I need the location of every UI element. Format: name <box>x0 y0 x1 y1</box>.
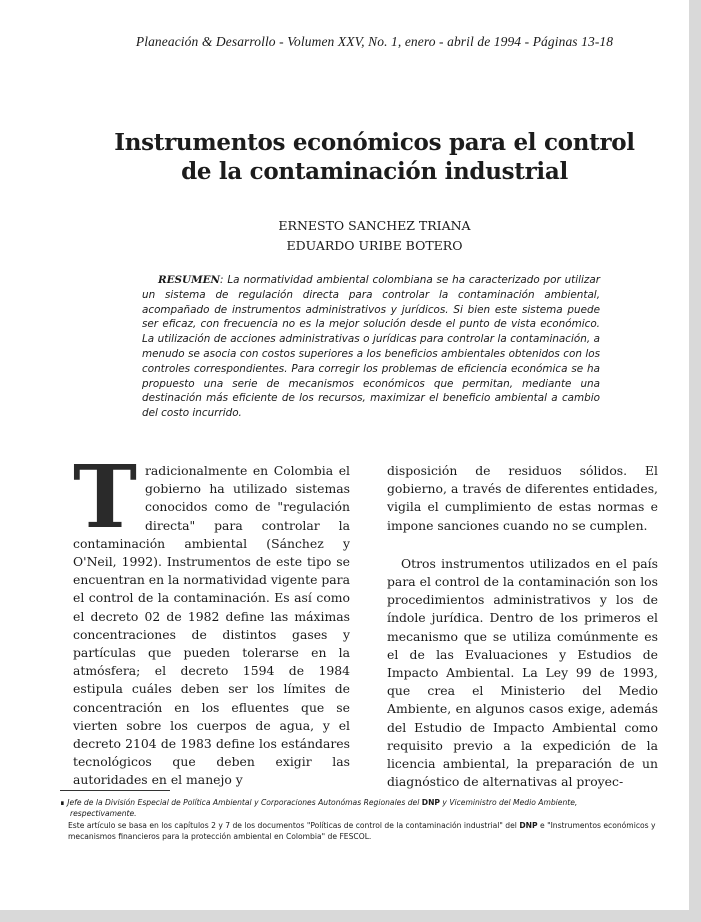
author-1: ERNESTO SANCHEZ TRIANA <box>278 218 471 233</box>
footnote-2-text-b: e "Instrumentos económicos y mecanismos financieros para la protección ambiental en Colombia" de FESCOL. <box>68 821 656 841</box>
footnote-divider <box>60 790 170 791</box>
footnote-1-text-a: Jefe de la División Especial de Política Ambiental y Corporaciones Autonómas Regionales del <box>67 798 420 807</box>
body-column-left <box>73 447 350 790</box>
right-paragraph-1: disposición de residuos sólidos. El gobierno, a través de diferentes entidades, vigila el cumplimiento de estas normas e impone sanciones cuando no se cumplen. <box>387 463 658 533</box>
footnote-2-text-a: Este artículo se basa en los capítulos 2 y 7 de los documentos "Políticas de control de la contaminación industrial" del <box>68 821 517 830</box>
article-title <box>60 128 689 186</box>
abstract-label: RESUMEN <box>158 274 221 286</box>
footnote-2-dnp: DNP <box>519 821 538 830</box>
title-line-1: Instrumentos económicos para el control <box>114 129 635 156</box>
abstract <box>142 273 600 421</box>
footnote-marker: ∎ <box>60 798 65 807</box>
footnote-1-text-c: respectivamente. <box>70 809 137 818</box>
right-paragraph-2: Otros instrumentos utilizados en el país para el control de la contaminación son los procedimientos administrativos y los de índole jurídica. Dentro de los primeros el mecanismo que se utiliza comúnmente es el de las Evaluaciones y Estudios de Impacto Ambiental. La Ley 99 de 1993, que crea el Ministerio del Medio Ambiente, en algunos casos exige, además del Estudio de Impacto Ambiental como requisito previo a la expedición de la licencia ambiental, la preparación de un diagnóstico de alternativas al proyec- <box>387 555 658 790</box>
abstract-text: : La normatividad ambiental colombiana se ha caracterizado por utilizar un sistema de regulación directa para controlar la contaminación ambiental, acompañado de instrumentos administrativos y jurídicos. Si bien este sistema puede ser eficaz, con frecuencia no es la mejor solución desde el punto de vista económico. La utilización de acciones administrativas o jurídicas para controlar la contaminación, a menudo se asocia con costos superiores a los beneficios ambientales obtenidos con los controles correspondientes. Para corregir los problemas de eficiencia económica se ha propuesto una serie de mecanismos económicos que permitan, mediante una destinación más eficiente de los recursos, maximizar el beneficio ambiental a cambio del costo incurrido. <box>142 274 600 420</box>
footnotes <box>60 797 665 842</box>
author-2: EDUARDO URIBE BOTERO <box>286 238 463 253</box>
left-column-text: radicionalmente en Colombia el gobierno ha utilizado sistemas conocidos como de "regulación directa" para controlar la contaminación ambiental (Sánchez y O'Neil, 1992). Instrumentos de este tipo se encuentran en la normatividad vigente para el control de la contaminación. Es así como el decreto 02 de 1982 define las máximas concentraciones de distintos gases y partículas que pueden tolerarse en la atmósfera; el decreto 1594 de 1984 estipula cuáles deben ser los límites de concentración en los efluentes que se vierten sobre los cuerpos de agua, y el decreto 2104 de 1983 define los estándares tecnológicos que deben exigir las autoridades en el manejo y <box>73 463 350 788</box>
footnote-1 <box>60 797 665 819</box>
footnote-1-text-b: y Viceministro del Medio Ambiente, <box>442 798 578 807</box>
running-head: Planeación & Desarrollo - Volumen XXV, No. 1, enero - abril de 1994 - Páginas 13-18 <box>135 34 614 49</box>
authors <box>60 216 689 256</box>
footnote-1-dnp: DNP <box>421 798 440 807</box>
footnote-2 <box>60 820 665 842</box>
drop-cap: T <box>73 447 137 548</box>
title-line-2: de la contaminación industrial <box>181 158 568 185</box>
body-column-right <box>387 462 658 791</box>
